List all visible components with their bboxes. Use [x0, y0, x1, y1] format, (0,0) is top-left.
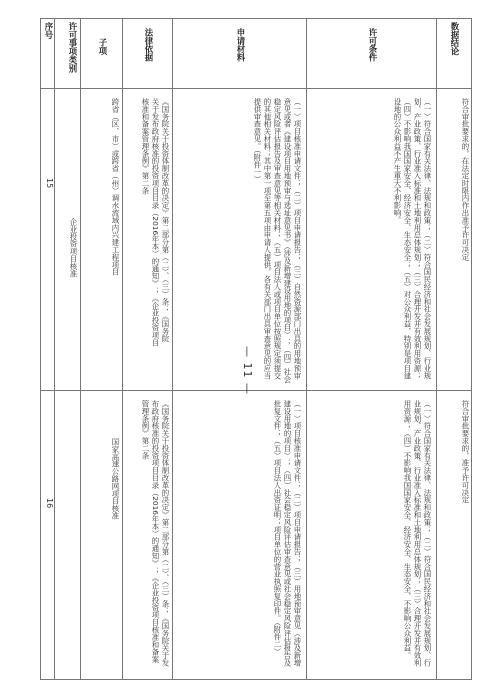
row-15-basis: 《国务院关于投资体制改革的决定》第二部分第（二）、（三）条；《国务院关于发布政府核准的投资项目目录（2016年本）的通知》；《企业投资项目核准和备案管理条例》第二条 [141, 98, 170, 347]
header-category: 许可事项类别 [68, 22, 78, 73]
row-16-seq: 16 [45, 498, 54, 509]
header-sub: 子项 [98, 38, 108, 55]
row-16-materials: （一）项目核准申请文件；（二）项目申请报告；（三）用地预审意见（涉及新增建设用地的项目）；（四）社会稳定风险评估审查意见或社会稳定风险评估报告及批复文件；（五）项目法人出资证明；项目单位的营业执照复印件。（附件二） [273, 400, 302, 667]
row-16-conditions: （一）符合国家有关法律、法规和政策；（二）符合国民经济和社会发展规划、行业规划、产业政策、行业准入标准和土地利用总体规划；（三）合理开发并有效利用资源；（四）不影响我国国家安全、经济安全、生态安全，不影响公众利益。 [403, 400, 432, 667]
header-conditions: 许可条件 [368, 28, 378, 62]
row-15-materials: （一）项目核准申请文件；（二）项目申请报告；（三）自然资源部门出具的用地预审意见或者《建设项目用地预审与选址意见书》（涉及新增建设用地的项目）；（四）社会稳定风险评估报告及审查意见等相关材料；（五）项目法人或项目单位按照规定须提交的其他相关材料；其中第一项至第五项由申请人提供，各有关部门出具审查意见的应当提供审查意见。（附件一） [253, 98, 302, 383]
row-16-service-time: 符合审批要求的，准予许可决定 [461, 400, 470, 504]
col-divider-materials [306, 18, 307, 680]
page-number: — 11 — [241, 345, 254, 395]
permit-table [40, 18, 472, 680]
col-divider-category [80, 18, 81, 680]
row-16-basis: 《国务院关于投资体制改革的决定》第二部分第（二）、（三）条；《国务院关于发布政府核准的投资项目目录（2016年本）的通知》；《企业投资项目核准和备案管理条例》第二条 [141, 400, 170, 667]
header-materials: 申请材料 [236, 28, 246, 62]
row-15-conditions: （一）符合国家有关法律、法规和政策；（二）符合国民经济和社会发展规划、行业规划、产业政策、行业准入标准和土地利用总体规划；（三）合理开发并有效利用资源；（四）不影响我国国家安全、经济安全、生态安全；（五）对公众利益，特别是项目建设地的公众利益不产生重大不利影响。 [393, 98, 432, 380]
row-15-seq: 15 [45, 178, 54, 189]
col-divider-seq [54, 18, 55, 680]
header-conclusion: 数据结论 [450, 22, 460, 56]
col-divider-sub [122, 18, 123, 680]
col-divider-basis [172, 18, 173, 680]
header-seq: 序号 [44, 22, 54, 39]
row-15-sub: 跨省（区、市）或跨省（州）调水流域内兴建工程项目 [111, 98, 120, 276]
header-divider [40, 88, 472, 89]
row-15-category: 企业投资项目核准 [69, 218, 78, 278]
col-divider-conditions [436, 18, 437, 680]
header-basis: 法律依据 [144, 28, 154, 62]
row-15-service-time: 符合审批要求的，在法定时限内作出准予许可决定 [461, 98, 470, 261]
row-divider [40, 390, 472, 391]
row-16-sub: 国家高速公路网项目核准 [111, 438, 120, 520]
